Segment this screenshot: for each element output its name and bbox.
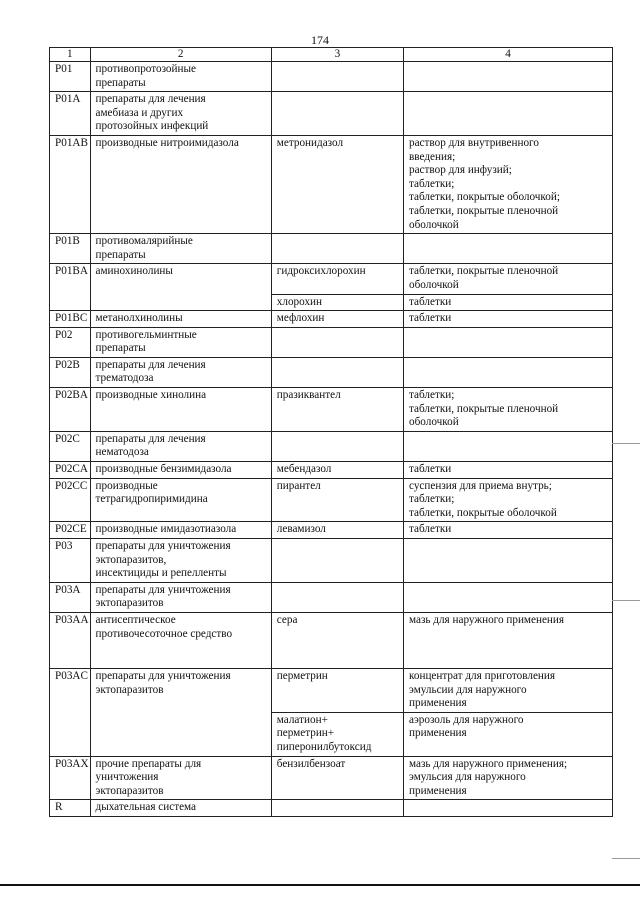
substance-cell (271, 462, 403, 479)
group-cell-line: производные имидазотиазола (95, 523, 237, 536)
group-cell-line: прочие препараты для (95, 757, 202, 770)
group-cell-line: препараты (95, 248, 146, 261)
dosage-form-cell-line: оболочкой (409, 218, 459, 231)
substance-cell-line: бензилбензоат (276, 757, 346, 770)
group-cell-line: уничтожения (95, 771, 159, 784)
group-cell-line: метанолхинолины (95, 312, 183, 325)
group-cell-line: аминохинолины (95, 265, 173, 278)
group-cell (90, 92, 271, 136)
substance-cell (271, 612, 403, 668)
dosage-form-cell-line: таблетки, покрытые оболочкой (409, 506, 557, 519)
table-header-row (50, 48, 613, 62)
dosage-form-cell-line: таблетки (409, 523, 452, 536)
group-cell-line: тетрагидропиримидина (95, 493, 208, 506)
dosage-form-cell-line: введения; (409, 150, 456, 163)
scan-edge-mark (612, 600, 640, 601)
substance-cell (271, 264, 403, 294)
substance-cell (271, 712, 403, 756)
substance-cell (271, 522, 403, 539)
group-cell-line: производные (95, 479, 158, 492)
substance-cell (271, 311, 403, 328)
substance-cell-line: пиперонилбутоксид (276, 740, 372, 753)
dosage-form-cell-line: таблетки; (409, 177, 455, 190)
atc-code-cell: P01A (50, 92, 91, 136)
atc-code-cell: P01B (50, 234, 91, 264)
dosage-form-cell-line: суспензия для приема внутрь; (409, 479, 552, 492)
group-cell-line: протозойных инфекций (95, 120, 209, 133)
group-cell (90, 234, 271, 264)
dosage-form-cell-line: таблетки, покрытые оболочкой; (409, 191, 560, 204)
dosage-form-cell-line: таблетки (409, 463, 452, 476)
scan-edge-mark (612, 858, 640, 859)
atc-code-cell: P02CC (50, 478, 91, 522)
group-cell-line: препараты для лечения (95, 93, 206, 106)
substance-cell-line: перметрин+ (276, 727, 335, 740)
table-row (50, 539, 613, 583)
bottom-rule (0, 884, 640, 886)
substance-cell (271, 92, 403, 136)
group-cell (90, 431, 271, 461)
substance-cell (271, 357, 403, 387)
group-cell (90, 612, 271, 668)
dosage-form-cell-line: аэрозоль для наружного (409, 713, 524, 726)
substance-cell (271, 294, 403, 311)
group-cell-line: препараты для уничтожения (95, 540, 231, 552)
dosage-form-cell-line: применения (409, 784, 467, 797)
dosage-form-cell (404, 712, 613, 756)
substance-cell (271, 478, 403, 522)
table-row (50, 62, 613, 92)
group-cell-line: амебиаза и других (95, 106, 184, 119)
table-row (50, 135, 613, 233)
dosage-form-cell-line: применения (409, 697, 467, 710)
group-cell (90, 522, 271, 539)
atc-code-cell: R (50, 800, 91, 817)
group-cell (90, 539, 271, 583)
dosage-form-cell-line: мазь для наружного применения; (409, 757, 568, 770)
group-cell-line: эктопаразитов, (95, 553, 167, 566)
dosage-form-cell-line: раствор для инфузий; (409, 164, 512, 177)
dosage-form-cell (404, 357, 613, 387)
group-cell (90, 62, 271, 92)
dosage-form-cell-line: таблетки; (409, 493, 455, 506)
substance-cell (271, 668, 403, 712)
atc-code-cell: P01BC (50, 311, 91, 328)
dosage-form-cell-line: раствор для внутривенного (409, 136, 539, 149)
group-cell (90, 327, 271, 357)
substance-cell (271, 327, 403, 357)
dosage-form-cell (404, 582, 613, 612)
dosage-form-cell-line: оболочкой (409, 416, 459, 429)
substance-cell (271, 62, 403, 92)
table-body (50, 62, 613, 817)
dosage-form-cell-line: таблетки, покрытые пленочной (409, 265, 559, 278)
substance-cell (271, 431, 403, 461)
group-cell (90, 462, 271, 479)
table-row (50, 800, 613, 817)
substance-cell-line: левамизол (276, 523, 326, 536)
column-header-3: 3 (271, 48, 403, 62)
dosage-form-cell-line: эмульсии для наружного (409, 683, 527, 696)
group-cell-line: препараты для уничтожения (95, 583, 231, 596)
dosage-form-cell-line: таблетки (409, 312, 452, 325)
atc-code-cell: P03AX (50, 756, 91, 800)
dosage-form-cell (404, 462, 613, 479)
column-header-1: 1 (50, 48, 91, 62)
dosage-form-cell-line: концентрат для приготовления (409, 669, 556, 682)
atc-code-cell: P02CA (50, 462, 91, 479)
substance-cell-line: гидроксихлорохин (276, 265, 366, 278)
atc-code-cell: P02BA (50, 388, 91, 432)
table-row (50, 311, 613, 328)
group-cell-line: противогельминтные (95, 328, 197, 341)
group-cell (90, 388, 271, 432)
group-cell (90, 357, 271, 387)
table-row (50, 756, 613, 800)
atc-code-cell: P03AC (50, 668, 91, 756)
substance-cell-line: малатион+ (276, 713, 328, 726)
substance-cell (271, 135, 403, 233)
atc-code-cell: P03 (50, 539, 91, 583)
dosage-form-cell (404, 800, 613, 817)
dosage-form-cell (404, 294, 613, 311)
group-cell (90, 135, 271, 233)
column-header-2: 2 (90, 48, 271, 62)
dosage-form-cell (404, 756, 613, 800)
dosage-form-cell-line: таблетки; (409, 389, 455, 402)
group-cell-line: противочесоточное средство (95, 627, 233, 640)
substance-cell-line: хлорохин (276, 295, 323, 308)
substance-cell-line: празиквантел (276, 389, 341, 402)
group-cell-line: противомалярийные (95, 235, 193, 248)
group-cell-line: препараты для лечения (95, 358, 206, 371)
table-row (50, 357, 613, 387)
substance-cell-line: метронидазол (276, 136, 344, 149)
dosage-form-cell (404, 264, 613, 294)
dosage-form-cell (404, 431, 613, 461)
drug-classification-table (49, 47, 613, 817)
substance-cell-line: пирантел (276, 479, 321, 492)
atc-code-cell: P03A (50, 582, 91, 612)
dosage-form-cell (404, 62, 613, 92)
dosage-form-cell-line: таблетки, покрытые пленочной (409, 204, 559, 217)
group-cell (90, 264, 271, 311)
dosage-form-cell-line: эмульсия для наружного (409, 771, 526, 784)
atc-code-cell: P02CE (50, 522, 91, 539)
atc-code-cell: P01BA (50, 264, 91, 311)
group-cell (90, 668, 271, 756)
group-cell-line: противопротозойные (95, 63, 196, 75)
group-cell (90, 756, 271, 800)
substance-cell-line: мефлохин (276, 312, 325, 325)
substance-cell (271, 234, 403, 264)
group-cell-line: производные бензимидазола (95, 463, 232, 476)
group-cell (90, 478, 271, 522)
dosage-form-cell (404, 311, 613, 328)
group-cell-line: инсектициды и репелленты (95, 567, 227, 580)
group-cell-line: эктопаразитов (95, 784, 164, 797)
atc-code-cell: P01AB (50, 135, 91, 233)
atc-code-cell: P01 (50, 62, 91, 92)
atc-code-cell: P02 (50, 327, 91, 357)
group-cell-line: антисептическое (95, 613, 176, 626)
dosage-form-cell-line: таблетки (409, 295, 452, 308)
dosage-form-cell (404, 327, 613, 357)
group-cell-line: производные нитроимидазола (95, 136, 239, 149)
table-row (50, 234, 613, 264)
table-row (50, 522, 613, 539)
substance-cell (271, 800, 403, 817)
table-row (50, 582, 613, 612)
dosage-form-cell (404, 234, 613, 264)
scan-edge-mark (612, 443, 640, 444)
substance-cell (271, 756, 403, 800)
dosage-form-cell-line: мазь для наружного применения (409, 613, 565, 626)
group-cell-line: препараты для уничтожения (95, 669, 231, 682)
group-cell-line: препараты (95, 76, 146, 89)
dosage-form-cell-line: применения (409, 727, 467, 740)
table-row (50, 92, 613, 136)
substance-cell (271, 388, 403, 432)
page-number: 174 (311, 33, 329, 47)
dosage-form-cell (404, 539, 613, 583)
group-cell-line: производные хинолина (95, 389, 207, 402)
table-row (50, 612, 613, 668)
group-cell (90, 311, 271, 328)
atc-code-cell: P02B (50, 357, 91, 387)
table-row (50, 388, 613, 432)
atc-code-cell: P03AA (50, 612, 91, 668)
dosage-form-cell (404, 668, 613, 712)
table-row (50, 431, 613, 461)
substance-cell-line: перметрин (276, 669, 328, 682)
table-row (50, 462, 613, 479)
dosage-form-cell (404, 522, 613, 539)
column-header-4: 4 (404, 48, 613, 62)
substance-cell (271, 582, 403, 612)
table-row (50, 668, 613, 712)
dosage-form-cell (404, 612, 613, 668)
table-row (50, 264, 613, 294)
substance-cell (271, 539, 403, 583)
group-cell (90, 800, 271, 817)
substance-cell-line: мебендазол (276, 463, 332, 476)
group-cell-line: препараты (95, 342, 146, 355)
dosage-form-cell (404, 135, 613, 233)
atc-code-cell: P02C (50, 431, 91, 461)
group-cell-line: эктопаразитов (95, 683, 164, 696)
group-cell-line: эктопаразитов (95, 597, 164, 610)
table-row (50, 327, 613, 357)
dosage-form-cell (404, 388, 613, 432)
group-cell-line: препараты для лечения (95, 432, 206, 445)
dosage-form-cell-line: оболочкой (409, 278, 459, 291)
group-cell-line: дыхательная система (95, 801, 197, 814)
dosage-form-cell (404, 92, 613, 136)
substance-cell-line: сера (276, 613, 298, 626)
dosage-form-cell-line: таблетки, покрытые пленочной (409, 402, 559, 415)
group-cell-line: нематодоза (95, 446, 149, 459)
group-cell-line: трематодоза (95, 372, 154, 385)
dosage-form-cell (404, 478, 613, 522)
group-cell (90, 582, 271, 612)
table-row (50, 478, 613, 522)
